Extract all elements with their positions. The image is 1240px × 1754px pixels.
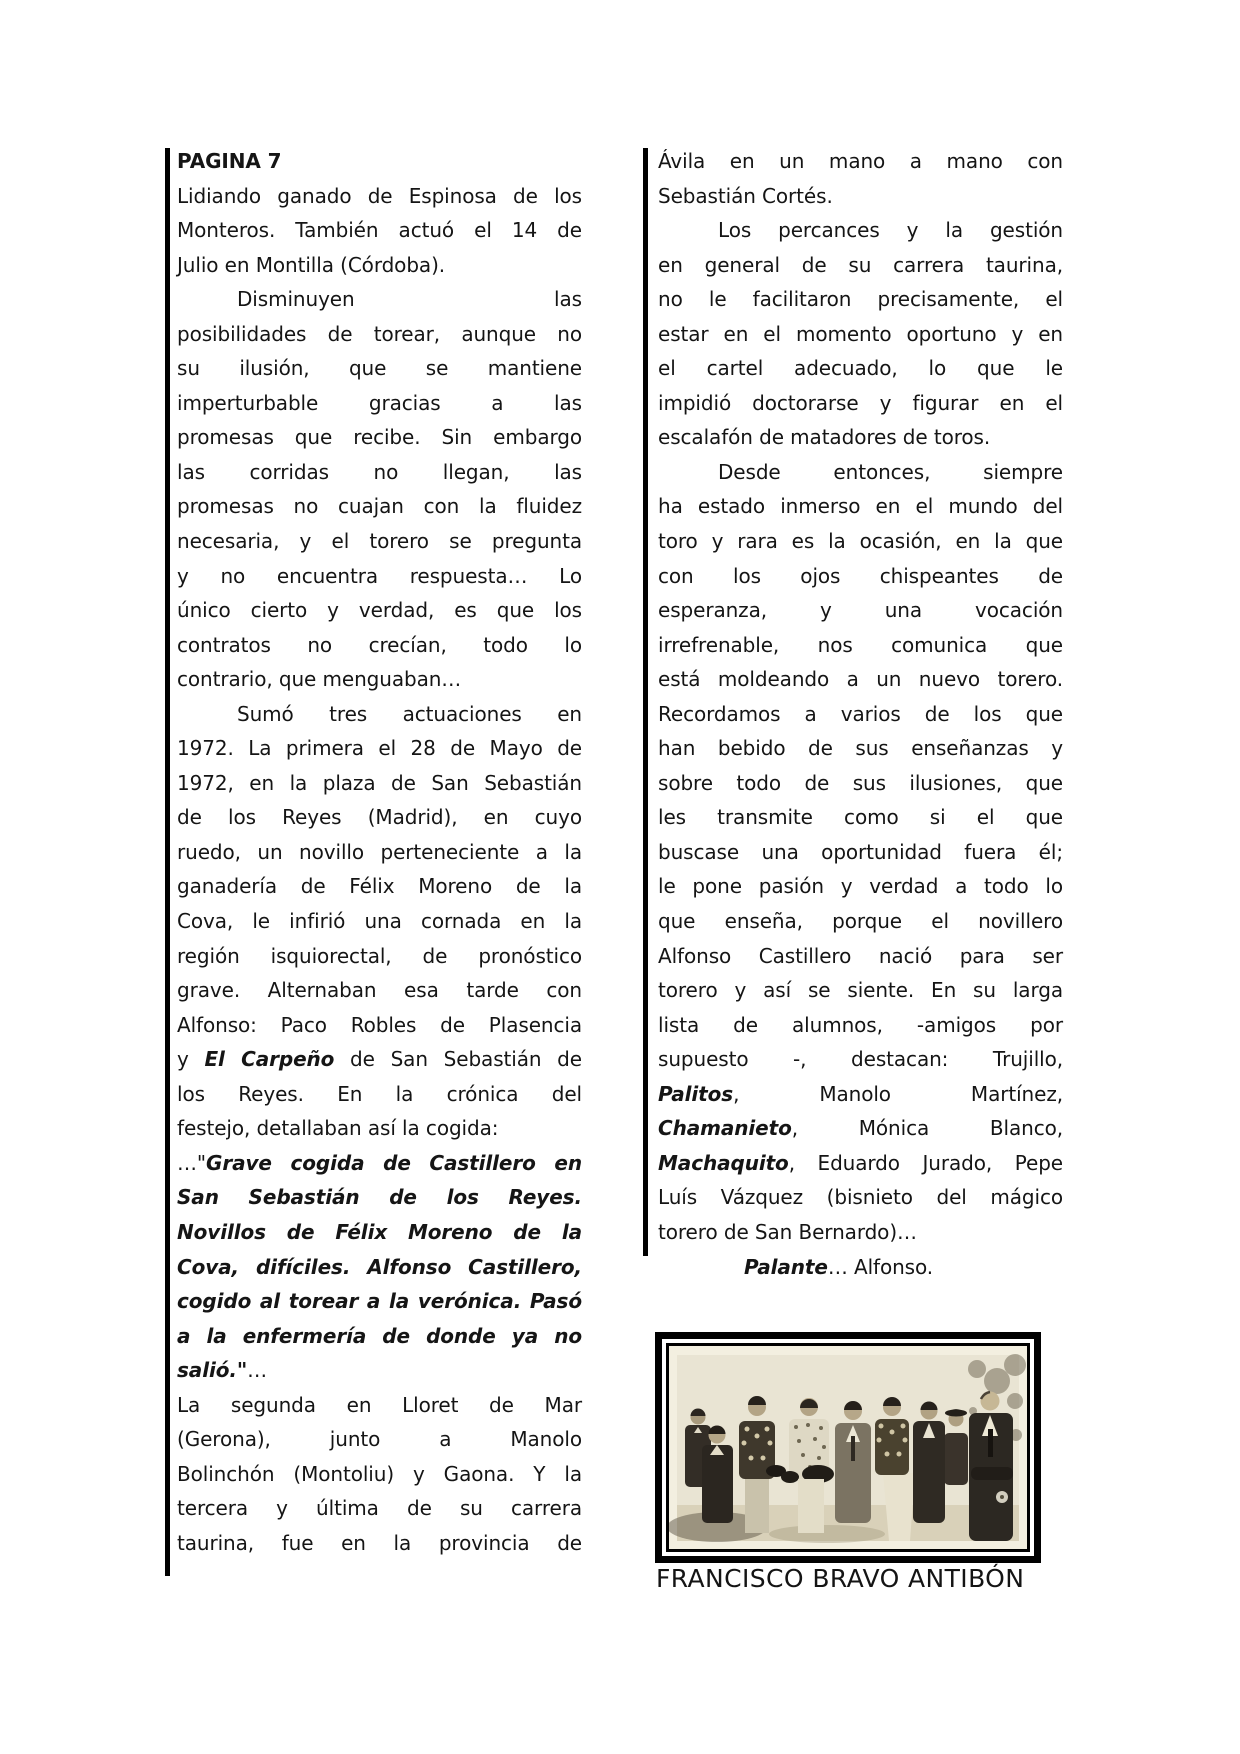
text-line xyxy=(658,766,1063,801)
text-segment: no le facilitaron precisamente, el xyxy=(658,287,1063,312)
text-line xyxy=(177,282,582,317)
right-column xyxy=(658,144,1063,1284)
text-line xyxy=(177,939,582,974)
text-line xyxy=(658,144,1063,179)
text-segment: los Reyes. En la crónica del xyxy=(177,1081,582,1106)
text-segment: Alfonso: Paco Robles de Plasencia xyxy=(177,1012,582,1037)
text-segment: impidió doctorarse y figurar en el xyxy=(658,390,1063,415)
text-line xyxy=(658,662,1063,697)
text-segment: taurina, fue en la provincia de xyxy=(177,1530,582,1555)
text-segment: contrario, que menguaban… xyxy=(177,667,462,692)
text-segment: le pone pasión y verdad a todo lo xyxy=(658,874,1063,899)
text-segment: imperturbable gracias a las xyxy=(177,390,582,415)
text-segment: Julio en Montilla (Córdoba). xyxy=(177,252,446,277)
text-segment: , Manolo Martínez, xyxy=(733,1081,1063,1106)
text-line xyxy=(177,1388,582,1423)
text-line xyxy=(177,317,582,352)
text-line xyxy=(658,455,1063,490)
text-line xyxy=(177,1077,582,1112)
text-segment: Machaquito xyxy=(658,1150,789,1175)
text-segment: en general de su carrera taurina, xyxy=(658,252,1063,277)
text-segment: región isquiorectal, de pronóstico xyxy=(177,943,582,968)
text-line xyxy=(177,489,582,524)
left-column-rule xyxy=(165,148,170,1576)
text-segment: Novillos de Félix Moreno de la xyxy=(177,1219,582,1244)
text-line xyxy=(658,524,1063,559)
text-segment: Palante xyxy=(743,1254,828,1279)
text-line xyxy=(658,282,1063,317)
text-segment: 1972. La primera el 28 de Mayo de xyxy=(177,736,582,761)
closing-line xyxy=(658,1250,1063,1285)
text-line xyxy=(177,1284,582,1319)
text-segment: irrefrenable, nos comunica que xyxy=(658,632,1063,657)
text-line xyxy=(177,179,582,214)
text-segment: estar en el momento oportuno y en xyxy=(658,321,1063,346)
text-line xyxy=(658,835,1063,870)
text-line xyxy=(177,524,582,559)
text-segment: contratos no crecían, todo lo xyxy=(177,632,582,657)
text-segment: , Mónica Blanco, xyxy=(791,1116,1063,1141)
text-line xyxy=(658,1111,1063,1146)
photo-inner-border xyxy=(666,1343,1030,1552)
text-segment: ganadería de Félix Moreno de la xyxy=(177,874,582,899)
text-line xyxy=(177,1526,582,1561)
figure-elder-man xyxy=(969,1392,1013,1542)
text-segment: Bolinchón (Montoliu) y Gaona. Y la xyxy=(177,1461,582,1486)
text-line xyxy=(658,939,1063,974)
text-line xyxy=(658,559,1063,594)
text-line xyxy=(658,973,1063,1008)
text-segment: grave. Alternaban esa tarde con xyxy=(177,978,582,1003)
text-segment: ruedo, un novillo perteneciente a la xyxy=(177,839,582,864)
text-segment: PAGINA 7 xyxy=(177,149,282,173)
text-line xyxy=(658,593,1063,628)
text-segment: su ilusión, que se mantiene xyxy=(177,356,582,381)
text-line xyxy=(177,869,582,904)
text-segment: Ávila en un mano a mano con xyxy=(658,149,1063,173)
text-line xyxy=(177,559,582,594)
text-line xyxy=(177,904,582,939)
text-line xyxy=(658,386,1063,421)
text-line xyxy=(658,248,1063,283)
text-segment: Los percances y la gestión xyxy=(718,218,1063,243)
text-segment: Desde entonces, siempre xyxy=(718,459,1063,484)
text-line xyxy=(658,489,1063,524)
text-line xyxy=(177,386,582,421)
text-line xyxy=(177,1008,582,1043)
text-segment: sobre todo de sus ilusiones, que xyxy=(658,770,1063,795)
text-segment: torero y así se siente. En su larga xyxy=(658,978,1063,1003)
text-segment: … xyxy=(247,1358,268,1383)
text-segment: y no encuentra respuesta… Lo xyxy=(177,563,582,588)
text-segment: San Sebastián de los Reyes. xyxy=(177,1185,582,1210)
text-segment: de San Sebastián de xyxy=(334,1047,582,1072)
text-line xyxy=(177,1353,582,1388)
text-line xyxy=(658,1008,1063,1043)
text-segment: Luís Vázquez (bisnieto del mágico xyxy=(658,1185,1063,1210)
text-line xyxy=(658,1042,1063,1077)
text-segment: toro y rara es la ocasión, en la que xyxy=(658,529,1063,554)
text-segment: La segunda en Lloret de Mar xyxy=(177,1392,582,1417)
text-segment: las corridas no llegan, las xyxy=(177,459,582,484)
text-segment: (Gerona), junto a Manolo xyxy=(177,1427,582,1452)
text-line xyxy=(177,766,582,801)
text-segment: escalafón de matadores de toros. xyxy=(658,425,991,450)
text-line xyxy=(177,1491,582,1526)
text-segment: necesaria, y el torero se pregunta xyxy=(177,529,582,554)
text-line xyxy=(177,628,582,663)
photo-frame xyxy=(655,1332,1041,1563)
text-segment: Alfonso Castillero nació para ser xyxy=(658,943,1063,968)
text-segment: Disminuyen las xyxy=(237,287,582,312)
text-segment: Lidiando ganado de Espinosa de los xyxy=(177,183,582,208)
text-segment: buscase una oportunidad fuera él; xyxy=(658,839,1063,864)
text-line xyxy=(658,697,1063,732)
text-segment: 1972, en la plaza de San Sebastián xyxy=(177,770,582,795)
text-line xyxy=(177,1180,582,1215)
text-line xyxy=(658,1077,1063,1112)
text-line xyxy=(177,455,582,490)
text-segment: esperanza, y una vocación xyxy=(658,598,1063,623)
text-segment: salió." xyxy=(177,1358,248,1383)
text-segment: Cova, le infirió una cornada en la xyxy=(177,909,582,934)
text-line xyxy=(658,420,1063,455)
text-line xyxy=(177,662,582,697)
text-segment: posibilidades de torear, aunque no xyxy=(177,321,582,346)
text-line xyxy=(177,1319,582,1354)
text-segment: festejo, detallaban así la cogida: xyxy=(177,1116,499,1141)
text-line xyxy=(177,835,582,870)
text-line xyxy=(658,800,1063,835)
text-line xyxy=(177,420,582,455)
text-segment: … Alfonso. xyxy=(827,1254,934,1279)
text-line xyxy=(658,731,1063,766)
text-segment: Recordamos a varios de los que xyxy=(658,701,1063,726)
text-line xyxy=(658,628,1063,663)
text-line xyxy=(177,1042,582,1077)
text-segment: único cierto y verdad, es que los xyxy=(177,598,582,623)
text-segment: a la enfermería de donde ya no xyxy=(177,1323,582,1348)
text-segment: promesas no cuajan con la fluidez xyxy=(177,494,582,519)
text-segment: cogido al torear a la verónica. Pasó xyxy=(177,1289,582,1314)
photo-scene xyxy=(669,1354,1026,1543)
text-line xyxy=(177,800,582,835)
text-segment: con los ojos chispeantes de xyxy=(658,563,1063,588)
text-line xyxy=(658,1180,1063,1215)
text-line xyxy=(177,973,582,1008)
text-segment: tercera y última de su carrera xyxy=(177,1496,582,1521)
text-segment: ha estado inmerso en el mundo del xyxy=(658,494,1063,519)
text-segment: está moldeando a un nuevo torero. xyxy=(658,667,1063,692)
text-line xyxy=(177,351,582,386)
text-segment: lista de alumnos, -amigos por xyxy=(658,1012,1063,1037)
text-line xyxy=(177,248,582,283)
text-line xyxy=(658,1146,1063,1181)
text-segment: Sebastián Cortés. xyxy=(658,183,833,208)
text-segment: supuesto -, destacan: Trujillo, xyxy=(658,1047,1063,1072)
text-line xyxy=(177,1457,582,1492)
page-title xyxy=(177,144,582,179)
text-line xyxy=(658,904,1063,939)
text-segment: Monteros. También actuó el 14 de xyxy=(177,218,582,243)
text-segment: de los Reyes (Madrid), en cuyo xyxy=(177,805,582,830)
text-segment: Sumó tres actuaciones en xyxy=(237,701,582,726)
text-line xyxy=(658,1215,1063,1250)
right-column-rule xyxy=(643,148,648,1256)
text-segment: El Carpeño xyxy=(204,1047,335,1072)
text-segment: les transmite como si el que xyxy=(658,805,1063,830)
text-segment: promesas que recibe. Sin embargo xyxy=(177,425,582,450)
text-segment: han bebido de sus enseñanzas y xyxy=(658,736,1063,761)
left-column xyxy=(177,144,582,1560)
photo-caption: FRANCISCO BRAVO ANTIBÓN xyxy=(656,1564,1025,1593)
text-line xyxy=(658,213,1063,248)
text-segment: …" xyxy=(177,1150,206,1175)
text-line xyxy=(177,697,582,732)
text-line xyxy=(177,213,582,248)
text-line xyxy=(177,1215,582,1250)
text-line xyxy=(177,1146,582,1181)
text-line xyxy=(177,731,582,766)
text-segment: Palitos xyxy=(658,1081,734,1106)
text-line xyxy=(177,1250,582,1285)
text-segment: Grave cogida de Castillero en xyxy=(206,1150,582,1175)
text-line xyxy=(177,593,582,628)
text-segment: torero de San Bernardo)… xyxy=(658,1219,917,1244)
text-line xyxy=(177,1422,582,1457)
text-segment: y xyxy=(177,1047,205,1072)
text-line xyxy=(177,1111,582,1146)
text-segment: el cartel adecuado, lo que le xyxy=(658,356,1063,381)
text-segment: que enseña, porque el novillero xyxy=(658,909,1063,934)
text-segment: Chamanieto xyxy=(658,1116,792,1141)
text-segment: Cova, difíciles. Alfonso Castillero, xyxy=(177,1254,582,1279)
photo-image xyxy=(669,1346,1027,1549)
text-segment: , Eduardo Jurado, Pepe xyxy=(788,1150,1063,1175)
text-line xyxy=(658,179,1063,214)
text-line xyxy=(658,351,1063,386)
text-line xyxy=(658,869,1063,904)
text-line xyxy=(658,317,1063,352)
